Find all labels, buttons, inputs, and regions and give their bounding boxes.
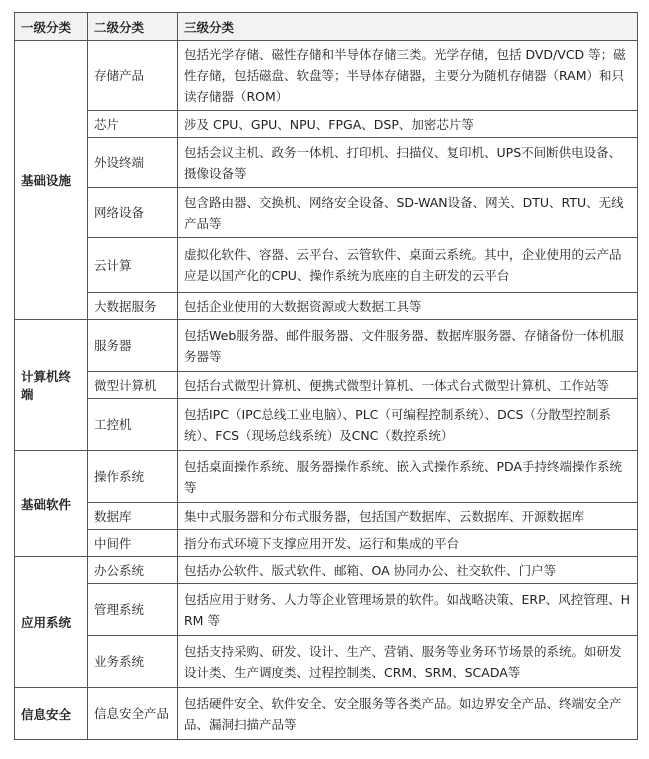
level1-cell: 基础设施 bbox=[15, 41, 88, 320]
header-level2: 二级分类 bbox=[88, 13, 178, 41]
level3-cell: 指分布式环境下支撑应用开发、运行和集成的平台 bbox=[178, 530, 638, 557]
level3-cell: 虚拟化软件、容器、云平台、云管软件、桌面云系统。其中，企业使用的云产品应是以国产化的CPU、操作系统为底座的自主研发的云平台 bbox=[178, 238, 638, 293]
table-row bbox=[15, 503, 638, 530]
level2-cell: 办公系统 bbox=[88, 557, 178, 584]
level2-cell: 云计算 bbox=[88, 238, 178, 293]
level3-cell: 包括台式微型计算机、便携式微型计算机、一体式台式微型计算机、工作站等 bbox=[178, 372, 638, 399]
level3-cell: 包括应用于财务、人力等企业管理场景的软件。如战略决策、ERP、风控管理、HRM 等 bbox=[178, 584, 638, 636]
table-row bbox=[15, 688, 638, 740]
level3-cell: 包括IPC（IPC总线工业电脑）、PLC（可编程控制系统）、DCS（分散型控制系统）、FCS（现场总线系统）及CNC（数控系统） bbox=[178, 399, 638, 451]
level2-cell: 操作系统 bbox=[88, 451, 178, 503]
table-row bbox=[15, 372, 638, 399]
table-row bbox=[15, 530, 638, 557]
level3-cell: 包括支持采购、研发、设计、生产、营销、服务等业务环节场景的系统。如研发设计类、生产调度类、过程控制类、CRM、SRM、SCADA等 bbox=[178, 636, 638, 688]
level2-cell: 业务系统 bbox=[88, 636, 178, 688]
level3-cell: 包括会议主机、政务一体机、打印机、扫描仪、复印机、UPS不间断供电设备、摄像设备等 bbox=[178, 138, 638, 188]
level3-cell: 涉及 CPU、GPU、NPU、FPGA、DSP、加密芯片等 bbox=[178, 111, 638, 138]
table-row bbox=[15, 320, 638, 372]
level3-cell: 包括光学存储、磁性存储和半导体存储三类。光学存储，包括 DVD/VCD 等；磁性存储，包括磁盘、软盘等；半导体存储器，主要分为随机存储器（RAM）和只读存储器（ROM） bbox=[178, 41, 638, 111]
table-row bbox=[15, 399, 638, 451]
level2-cell: 工控机 bbox=[88, 399, 178, 451]
level2-cell: 中间件 bbox=[88, 530, 178, 557]
level3-cell: 包括硬件安全、软件安全、安全服务等各类产品。如边界安全产品、终端安全产品、漏洞扫描产品等 bbox=[178, 688, 638, 740]
table-row bbox=[15, 636, 638, 688]
table-row bbox=[15, 293, 638, 320]
level1-cell: 基础软件 bbox=[15, 451, 88, 557]
level2-cell: 服务器 bbox=[88, 320, 178, 372]
level3-cell: 包含路由器、交换机、网络安全设备、SD-WAN设备、网关、DTU、RTU、无线产品等 bbox=[178, 188, 638, 238]
header-level3: 三级分类 bbox=[178, 13, 638, 41]
header-level1: 一级分类 bbox=[15, 13, 88, 41]
level2-cell: 大数据服务 bbox=[88, 293, 178, 320]
table-row bbox=[15, 138, 638, 188]
table-row bbox=[15, 41, 638, 111]
level3-cell: 包括办公软件、版式软件、邮箱、OA 协同办公、社交软件、门户等 bbox=[178, 557, 638, 584]
table-row bbox=[15, 451, 638, 503]
level2-cell: 外设终端 bbox=[88, 138, 178, 188]
level1-cell: 应用系统 bbox=[15, 557, 88, 688]
header-row bbox=[15, 13, 638, 41]
classification-table bbox=[14, 12, 638, 740]
table-row bbox=[15, 238, 638, 293]
level2-cell: 网络设备 bbox=[88, 188, 178, 238]
level2-cell: 芯片 bbox=[88, 111, 178, 138]
level2-cell: 微型计算机 bbox=[88, 372, 178, 399]
table-row bbox=[15, 557, 638, 584]
level2-cell: 存储产品 bbox=[88, 41, 178, 111]
table-row bbox=[15, 584, 638, 636]
level1-cell: 计算机终端 bbox=[15, 320, 88, 451]
level1-cell: 信息安全 bbox=[15, 688, 88, 740]
level3-cell: 集中式服务器和分布式服务器，包括国产数据库、云数据库、开源数据库 bbox=[178, 503, 638, 530]
level2-cell: 数据库 bbox=[88, 503, 178, 530]
table-row bbox=[15, 188, 638, 238]
level2-cell: 管理系统 bbox=[88, 584, 178, 636]
level3-cell: 包括企业使用的大数据资源或大数据工具等 bbox=[178, 293, 638, 320]
level3-cell: 包括桌面操作系统、服务器操作系统、嵌入式操作系统、PDA手持终端操作系统等 bbox=[178, 451, 638, 503]
level3-cell: 包括Web服务器、邮件服务器、文件服务器、数据库服务器、存储备份一体机服务器等 bbox=[178, 320, 638, 372]
level2-cell: 信息安全产品 bbox=[88, 688, 178, 740]
table-row bbox=[15, 111, 638, 138]
